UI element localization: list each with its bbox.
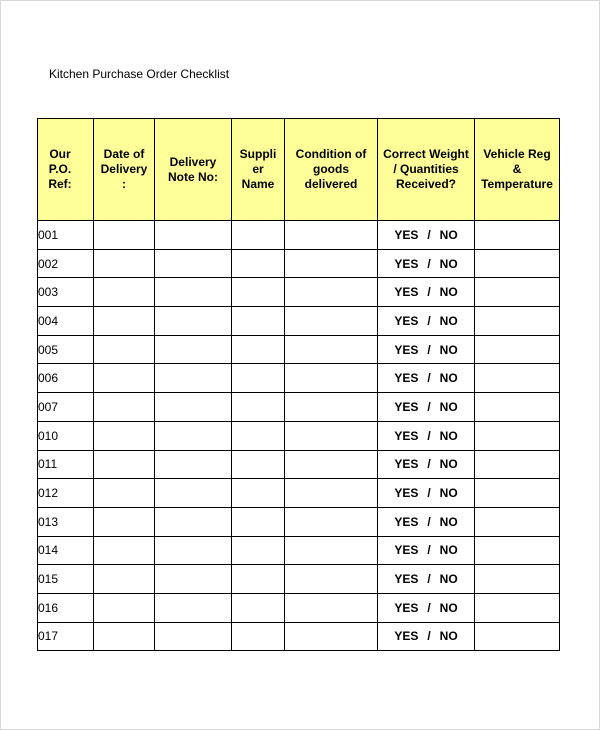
date-of-delivery-cell[interactable] bbox=[94, 421, 155, 450]
header-weight-line: / Quantities bbox=[393, 162, 459, 176]
yes-no-separator: / bbox=[427, 313, 431, 328]
delivery-note-cell[interactable] bbox=[155, 565, 232, 594]
header-condition-line: delivered bbox=[304, 177, 358, 191]
po-ref-cell: 012 bbox=[38, 479, 94, 508]
yes-option[interactable]: YES bbox=[394, 629, 419, 644]
yes-option[interactable]: YES bbox=[394, 285, 419, 300]
supplier-name-cell[interactable] bbox=[232, 450, 285, 479]
no-option[interactable]: NO bbox=[439, 428, 458, 443]
delivery-note-cell[interactable] bbox=[155, 249, 232, 278]
po-ref-cell: 001 bbox=[38, 221, 94, 250]
yes-option[interactable]: YES bbox=[394, 486, 419, 501]
header-vehicle-line: Vehicle Reg bbox=[483, 147, 551, 161]
po-ref-cell: 017 bbox=[38, 622, 94, 651]
no-option[interactable]: NO bbox=[439, 342, 458, 357]
header-supplier-line: Suppli bbox=[239, 147, 277, 161]
no-option[interactable]: NO bbox=[439, 486, 458, 501]
no-option[interactable]: NO bbox=[439, 256, 458, 271]
date-of-delivery-cell[interactable] bbox=[94, 364, 155, 393]
table-row bbox=[38, 479, 560, 508]
correct-weight-cell bbox=[378, 249, 475, 278]
header-correct-weight bbox=[378, 119, 475, 221]
yes-no-separator: / bbox=[427, 428, 431, 443]
supplier-name-cell[interactable] bbox=[232, 622, 285, 651]
header-row bbox=[38, 119, 560, 221]
correct-weight-cell bbox=[378, 421, 475, 450]
table-row bbox=[38, 536, 560, 565]
header-delivery-note-line: Note No: bbox=[168, 169, 218, 184]
header-condition-line: goods bbox=[313, 162, 349, 176]
date-of-delivery-cell[interactable] bbox=[94, 335, 155, 364]
supplier-name-cell[interactable] bbox=[232, 507, 285, 536]
po-ref-cell: 003 bbox=[38, 278, 94, 307]
yes-option[interactable]: YES bbox=[394, 256, 419, 271]
delivery-note-cell[interactable] bbox=[155, 278, 232, 307]
vehicle-reg-cell[interactable] bbox=[475, 450, 560, 479]
condition-cell[interactable] bbox=[285, 307, 378, 336]
header-weight-line: Correct Weight bbox=[383, 147, 469, 161]
table-row bbox=[38, 622, 560, 651]
yes-no-separator: / bbox=[427, 514, 431, 529]
condition-cell[interactable] bbox=[285, 536, 378, 565]
vehicle-reg-cell[interactable] bbox=[475, 364, 560, 393]
po-ref-cell: 015 bbox=[38, 565, 94, 594]
correct-weight-cell bbox=[378, 393, 475, 422]
yes-option[interactable]: YES bbox=[394, 371, 419, 386]
no-option[interactable]: NO bbox=[439, 543, 458, 558]
vehicle-reg-cell[interactable] bbox=[475, 249, 560, 278]
yes-option[interactable]: YES bbox=[394, 313, 419, 328]
delivery-note-cell[interactable] bbox=[155, 479, 232, 508]
condition-cell[interactable] bbox=[285, 421, 378, 450]
yes-no-separator: / bbox=[427, 543, 431, 558]
supplier-name-cell[interactable] bbox=[232, 421, 285, 450]
vehicle-reg-cell[interactable] bbox=[475, 622, 560, 651]
correct-weight-cell bbox=[378, 536, 475, 565]
condition-cell[interactable] bbox=[285, 221, 378, 250]
yes-no-separator: / bbox=[427, 285, 431, 300]
yes-option[interactable]: YES bbox=[394, 543, 419, 558]
date-of-delivery-cell[interactable] bbox=[94, 536, 155, 565]
table-row bbox=[38, 393, 560, 422]
delivery-note-cell[interactable] bbox=[155, 335, 232, 364]
delivery-note-cell[interactable] bbox=[155, 393, 232, 422]
correct-weight-cell bbox=[378, 307, 475, 336]
yes-no-separator: / bbox=[427, 600, 431, 615]
po-ref-cell: 007 bbox=[38, 393, 94, 422]
delivery-note-cell[interactable] bbox=[155, 307, 232, 336]
yes-option[interactable]: YES bbox=[394, 342, 419, 357]
date-of-delivery-cell[interactable] bbox=[94, 622, 155, 651]
no-option[interactable]: NO bbox=[439, 371, 458, 386]
delivery-note-cell[interactable] bbox=[155, 507, 232, 536]
po-ref-cell: 013 bbox=[38, 507, 94, 536]
table-row bbox=[38, 565, 560, 594]
header-condition-line: Condition of bbox=[295, 147, 367, 161]
vehicle-reg-cell[interactable] bbox=[475, 278, 560, 307]
table-row bbox=[38, 364, 560, 393]
vehicle-reg-cell[interactable] bbox=[475, 536, 560, 565]
correct-weight-cell bbox=[378, 622, 475, 651]
correct-weight-cell bbox=[378, 221, 475, 250]
correct-weight-cell bbox=[378, 335, 475, 364]
date-of-delivery-cell[interactable] bbox=[94, 450, 155, 479]
purchase-order-checklist-table bbox=[37, 118, 560, 651]
supplier-name-cell[interactable] bbox=[232, 393, 285, 422]
correct-weight-cell bbox=[378, 450, 475, 479]
yes-option[interactable]: YES bbox=[394, 428, 419, 443]
header-po-ref-line: Our bbox=[49, 147, 71, 161]
vehicle-reg-cell[interactable] bbox=[475, 421, 560, 450]
date-of-delivery-cell[interactable] bbox=[94, 479, 155, 508]
no-option[interactable]: NO bbox=[439, 600, 458, 615]
vehicle-reg-cell[interactable] bbox=[475, 221, 560, 250]
vehicle-reg-cell[interactable] bbox=[475, 393, 560, 422]
yes-no-separator: / bbox=[427, 399, 431, 414]
delivery-note-cell[interactable] bbox=[155, 622, 232, 651]
header-date-line: Delivery bbox=[100, 162, 148, 176]
supplier-name-cell[interactable] bbox=[232, 593, 285, 622]
supplier-name-cell[interactable] bbox=[232, 307, 285, 336]
supplier-name-cell[interactable] bbox=[232, 278, 285, 307]
no-option[interactable]: NO bbox=[439, 629, 458, 644]
header-supplier-line: er bbox=[252, 162, 264, 176]
table-row bbox=[38, 507, 560, 536]
po-ref-cell: 004 bbox=[38, 307, 94, 336]
header-weight-line: Received? bbox=[395, 177, 457, 191]
header-date-line: Date of bbox=[103, 147, 145, 161]
correct-weight-cell bbox=[378, 507, 475, 536]
condition-cell[interactable] bbox=[285, 393, 378, 422]
date-of-delivery-cell[interactable] bbox=[94, 221, 155, 250]
date-of-delivery-cell[interactable] bbox=[94, 307, 155, 336]
delivery-note-cell[interactable] bbox=[155, 536, 232, 565]
correct-weight-cell bbox=[378, 593, 475, 622]
table-row bbox=[38, 335, 560, 364]
vehicle-reg-cell[interactable] bbox=[475, 593, 560, 622]
po-ref-cell: 010 bbox=[38, 421, 94, 450]
header-po-ref-line: P.O. bbox=[48, 162, 72, 176]
yes-no-separator: / bbox=[427, 256, 431, 271]
condition-cell[interactable] bbox=[285, 364, 378, 393]
condition-cell[interactable] bbox=[285, 479, 378, 508]
vehicle-reg-cell[interactable] bbox=[475, 307, 560, 336]
no-option[interactable]: NO bbox=[439, 514, 458, 529]
yes-no-separator: / bbox=[427, 342, 431, 357]
no-option[interactable]: NO bbox=[439, 457, 458, 472]
po-ref-cell: 006 bbox=[38, 364, 94, 393]
vehicle-reg-cell[interactable] bbox=[475, 479, 560, 508]
header-vehicle-reg bbox=[475, 119, 560, 221]
condition-cell[interactable] bbox=[285, 622, 378, 651]
checklist-body bbox=[38, 221, 560, 651]
condition-cell[interactable] bbox=[285, 335, 378, 364]
vehicle-reg-cell[interactable] bbox=[475, 507, 560, 536]
vehicle-reg-cell[interactable] bbox=[475, 565, 560, 594]
header-date-of-delivery bbox=[94, 119, 155, 221]
supplier-name-cell[interactable] bbox=[232, 221, 285, 250]
yes-option[interactable]: YES bbox=[394, 572, 419, 587]
date-of-delivery-cell[interactable] bbox=[94, 249, 155, 278]
header-vehicle-line: & bbox=[512, 162, 522, 176]
table-row bbox=[38, 221, 560, 250]
supplier-name-cell[interactable] bbox=[232, 249, 285, 278]
yes-no-separator: / bbox=[427, 371, 431, 386]
po-ref-cell: 011 bbox=[38, 450, 94, 479]
table-row bbox=[38, 307, 560, 336]
condition-cell[interactable] bbox=[285, 565, 378, 594]
header-supplier-line: Name bbox=[241, 177, 275, 191]
yes-no-separator: / bbox=[427, 486, 431, 501]
correct-weight-cell bbox=[378, 479, 475, 508]
header-delivery-note-line: Delivery bbox=[169, 154, 217, 169]
yes-option[interactable]: YES bbox=[394, 514, 419, 529]
header-po-ref-line: Ref: bbox=[48, 177, 72, 191]
no-option[interactable]: NO bbox=[439, 285, 458, 300]
supplier-name-cell[interactable] bbox=[232, 335, 285, 364]
supplier-name-cell[interactable] bbox=[232, 565, 285, 594]
yes-option[interactable]: YES bbox=[394, 457, 419, 472]
table-row bbox=[38, 278, 560, 307]
no-option[interactable]: NO bbox=[439, 399, 458, 414]
po-ref-cell: 016 bbox=[38, 593, 94, 622]
date-of-delivery-cell[interactable] bbox=[94, 593, 155, 622]
header-date-line: : bbox=[122, 177, 126, 191]
correct-weight-cell bbox=[378, 565, 475, 594]
delivery-note-cell[interactable] bbox=[155, 593, 232, 622]
condition-cell[interactable] bbox=[285, 450, 378, 479]
date-of-delivery-cell[interactable] bbox=[94, 565, 155, 594]
header-delivery-note bbox=[155, 119, 232, 221]
date-of-delivery-cell[interactable] bbox=[94, 507, 155, 536]
header-supplier-name bbox=[232, 119, 285, 221]
table-row bbox=[38, 450, 560, 479]
date-of-delivery-cell[interactable] bbox=[94, 278, 155, 307]
header-vehicle-line: Temperature bbox=[481, 177, 553, 191]
supplier-name-cell[interactable] bbox=[232, 364, 285, 393]
supplier-name-cell[interactable] bbox=[232, 536, 285, 565]
table-row bbox=[38, 249, 560, 278]
yes-option[interactable]: YES bbox=[394, 227, 419, 242]
yes-option[interactable]: YES bbox=[394, 399, 419, 414]
header-condition-of-goods bbox=[285, 119, 378, 221]
yes-no-separator: / bbox=[427, 457, 431, 472]
condition-cell[interactable] bbox=[285, 507, 378, 536]
condition-cell[interactable] bbox=[285, 278, 378, 307]
supplier-name-cell[interactable] bbox=[232, 479, 285, 508]
no-option[interactable]: NO bbox=[439, 313, 458, 328]
no-option[interactable]: NO bbox=[439, 572, 458, 587]
po-ref-cell: 002 bbox=[38, 249, 94, 278]
yes-option[interactable]: YES bbox=[394, 600, 419, 615]
yes-no-separator: / bbox=[427, 629, 431, 644]
delivery-note-cell[interactable] bbox=[155, 421, 232, 450]
document-title: Kitchen Purchase Order Checklist bbox=[49, 67, 230, 81]
yes-no-separator: / bbox=[427, 572, 431, 587]
no-option[interactable]: NO bbox=[439, 227, 458, 242]
delivery-note-cell[interactable] bbox=[155, 221, 232, 250]
table-row bbox=[38, 593, 560, 622]
table-row bbox=[38, 421, 560, 450]
condition-cell[interactable] bbox=[285, 593, 378, 622]
yes-no-separator: / bbox=[427, 227, 431, 242]
header-po-ref bbox=[38, 119, 94, 221]
correct-weight-cell bbox=[378, 278, 475, 307]
vehicle-reg-cell[interactable] bbox=[475, 335, 560, 364]
condition-cell[interactable] bbox=[285, 249, 378, 278]
po-ref-cell: 005 bbox=[38, 335, 94, 364]
date-of-delivery-cell[interactable] bbox=[94, 393, 155, 422]
po-ref-cell: 014 bbox=[38, 536, 94, 565]
correct-weight-cell bbox=[378, 364, 475, 393]
delivery-note-cell[interactable] bbox=[155, 450, 232, 479]
delivery-note-cell[interactable] bbox=[155, 364, 232, 393]
